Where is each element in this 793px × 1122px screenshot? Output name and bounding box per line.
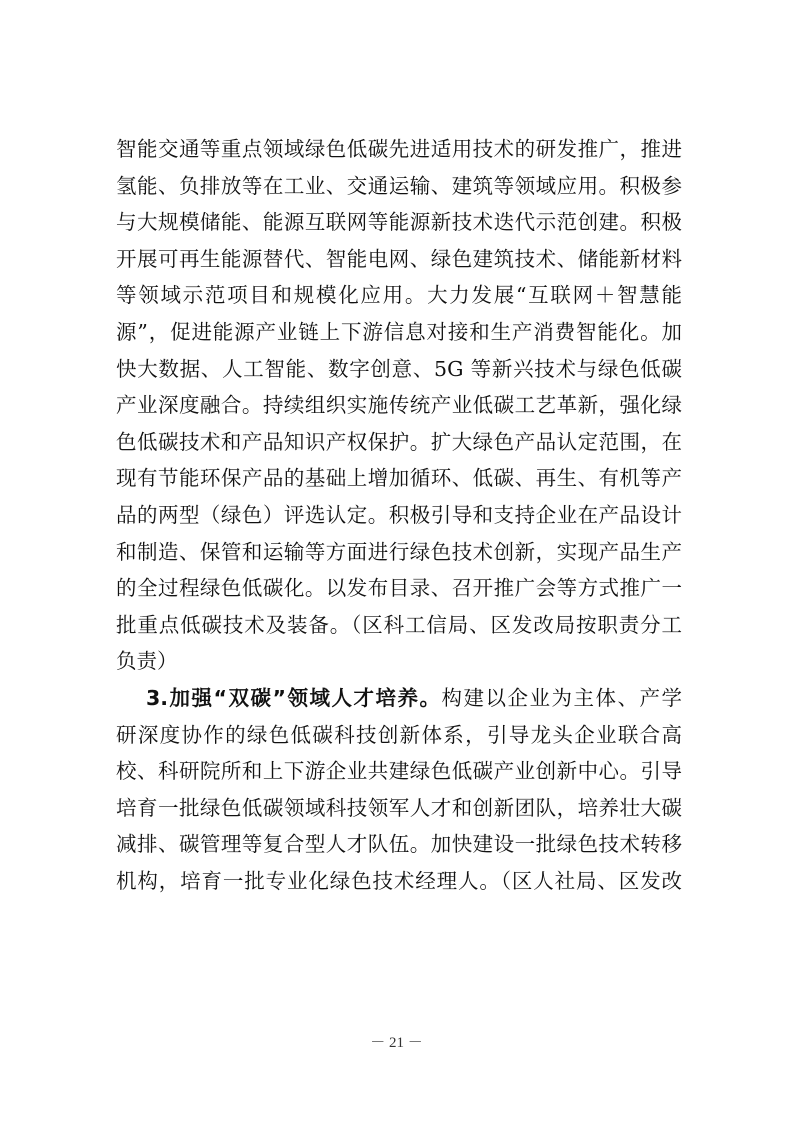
text-line: 等领域示范项目和规模化应用。大力发展“互联网＋智慧能 bbox=[116, 283, 682, 308]
text-line: 产业深度融合。持续组织实施传统产业低碳工艺革新，强化绿 bbox=[116, 393, 682, 418]
paragraph-2 bbox=[116, 680, 682, 900]
text-line: 批重点低碳技术及装备。（区科工信局、区发改局按职责分工 bbox=[116, 612, 682, 637]
paragraph-1 bbox=[116, 131, 682, 680]
section-first-text: 构建以企业为主体、产学 bbox=[441, 685, 682, 710]
text-line: 的全过程绿色低碳化。以发布目录、召开推广会等方式推广一 bbox=[116, 576, 682, 601]
section-heading: 3.加强“双碳”领域人才培养。 bbox=[146, 685, 442, 710]
text-line: 色低碳技术和产品知识产权保护。扩大绿色产品认定范围，在 bbox=[116, 429, 682, 454]
text-line: 校、科研院所和上下游企业共建绿色低碳产业创新中心。引导 bbox=[116, 759, 682, 784]
text-line: 机构，培育一批专业化绿色技术经理人。（区人社局、区发改 bbox=[116, 868, 682, 893]
section-first-line bbox=[116, 680, 682, 717]
text-line: 快大数据、人工智能、数字创意、5G 等新兴技术与绿色低碳 bbox=[116, 356, 682, 381]
text-line: 氢能、负排放等在工业、交通运输、建筑等领域应用。积极参 bbox=[116, 173, 682, 198]
page-number: － 21 － bbox=[370, 1035, 423, 1051]
text-line: 开展可再生能源替代、智能电网、绿色建筑技术、储能新材料 bbox=[116, 246, 682, 271]
text-line: 负责） bbox=[116, 649, 178, 674]
text-line: 培育一批绿色低碳领域科技领军人才和创新团队，培养壮大碳 bbox=[116, 795, 682, 820]
text-line: 智能交通等重点领域绿色低碳先进适用技术的研发推广，推进 bbox=[116, 137, 682, 161]
text-line: 研深度协作的绿色低碳科技创新体系，引导龙头企业联合高 bbox=[116, 722, 682, 747]
text-line: 源”，促进能源产业链上下游信息对接和生产消费智能化。加 bbox=[116, 319, 682, 344]
text-line: 品的两型（绿色）评选认定。积极引导和支持企业在产品设计 bbox=[116, 502, 682, 527]
text-line: 与大规模储能、能源互联网等能源新技术迭代示范创建。积极 bbox=[116, 210, 682, 235]
text-line: 减排、碳管理等复合型人才队伍。加快建设一批绿色技术转移 bbox=[116, 832, 682, 857]
text-line: 和制造、保管和运输等方面进行绿色技术创新，实现产品生产 bbox=[116, 539, 682, 564]
text-line: 现有节能环保产品的基础上增加循环、低碳、再生、有机等产 bbox=[116, 466, 682, 491]
document-body bbox=[116, 131, 682, 899]
